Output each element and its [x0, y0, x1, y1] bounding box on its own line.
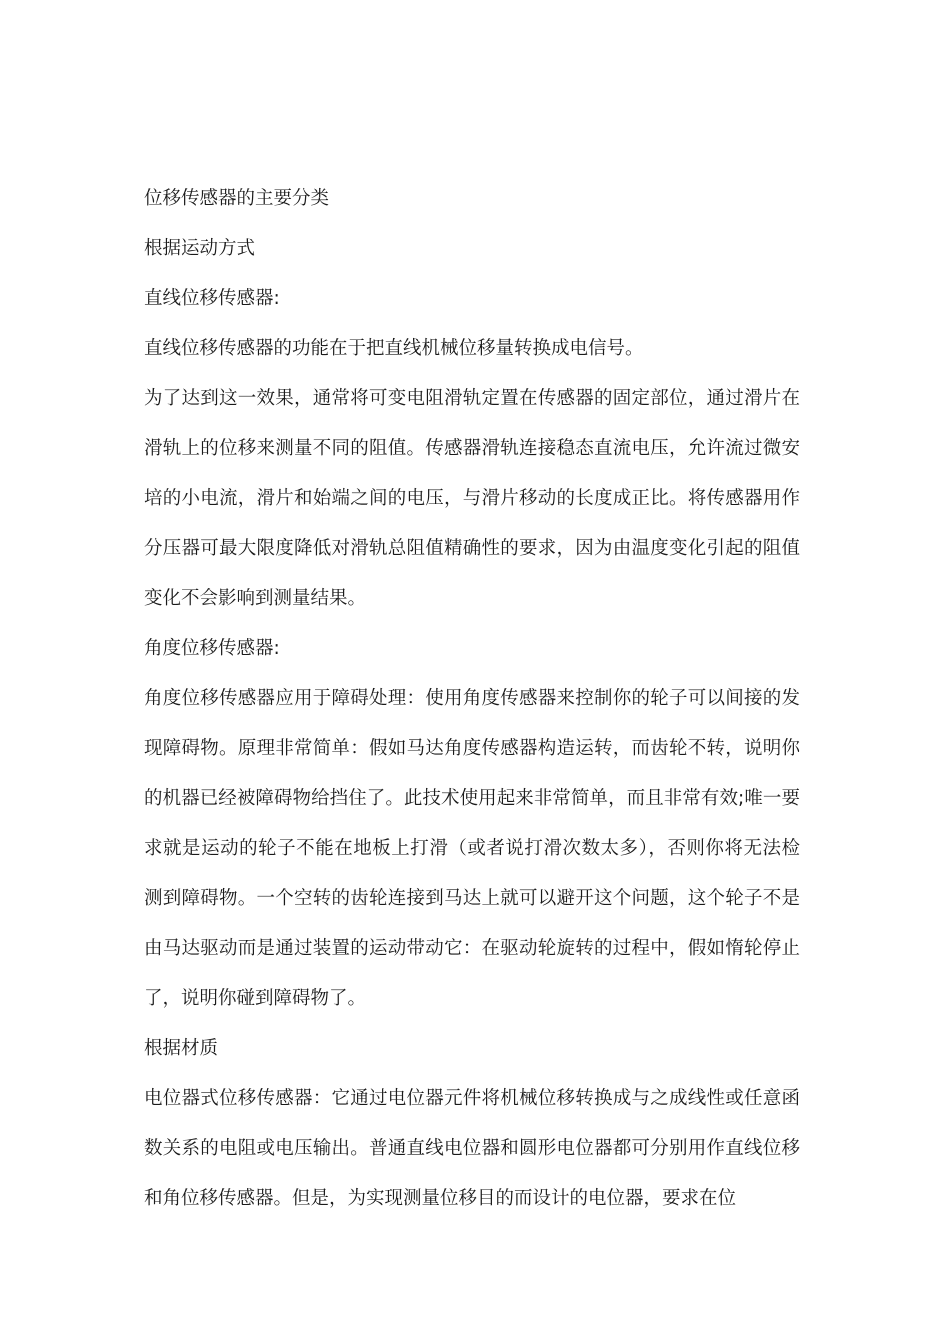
- body-paragraph: 电位器式位移传感器：它通过电位器元件将机械位移转换成与之成线性或任意函数关系的电阻或电压输出。普通直线电位器和圆形电位器都可分别用作直线位移和角位移传感器。但是，为实现测量位移目的而设计的电位器，要求在位: [144, 1088, 800, 1209]
- body-paragraph: 直线位移传感器的功能在于把直线机械位移量转换成电信号。: [144, 338, 644, 359]
- subsection-heading: 根据材质: [144, 1038, 219, 1059]
- body-paragraph: 角度位移传感器应用于障碍处理：使用角度传感器来控制你的轮子可以间接的发现障碍物。原理非常简单：假如马达角度传感器构造运转，而齿轮不转，说明你的机器已经被障碍物给挡住了。此技术使用起来非常简单，而且非常有效;唯一要求就是运动的轮子不能在地板上打滑（或者说打滑次数太多），否则你将无法检测到障碍物。一个空转的齿轮连接到马达上就可以避开这个问题，这个轮子不是由马达驱动而是通过装置的运动带动它：在驱动轮旋转的过程中，假如惰轮停止了，说明你碰到障碍物了。: [144, 688, 800, 1009]
- item-heading: 直线位移传感器:: [144, 288, 280, 309]
- item-heading: 角度位移传感器:: [144, 638, 280, 659]
- body-paragraph: 为了达到这一效果，通常将可变电阻滑轨定置在传感器的固定部位，通过滑片在滑轨上的位移来测量不同的阻值。传感器滑轨连接稳态直流电压，允许流过微安培的小电流，滑片和始端之间的电压，与滑片移动的长度成正比。将传感器用作分压器可最大限度降低对滑轨总阻值精确性的要求，因为由温度变化引起的阻值变化不会影响到测量结果。: [144, 388, 800, 609]
- document-body: [144, 174, 800, 1224]
- subsection-heading: 根据运动方式: [144, 238, 256, 259]
- section-heading: 位移传感器的主要分类: [144, 188, 330, 209]
